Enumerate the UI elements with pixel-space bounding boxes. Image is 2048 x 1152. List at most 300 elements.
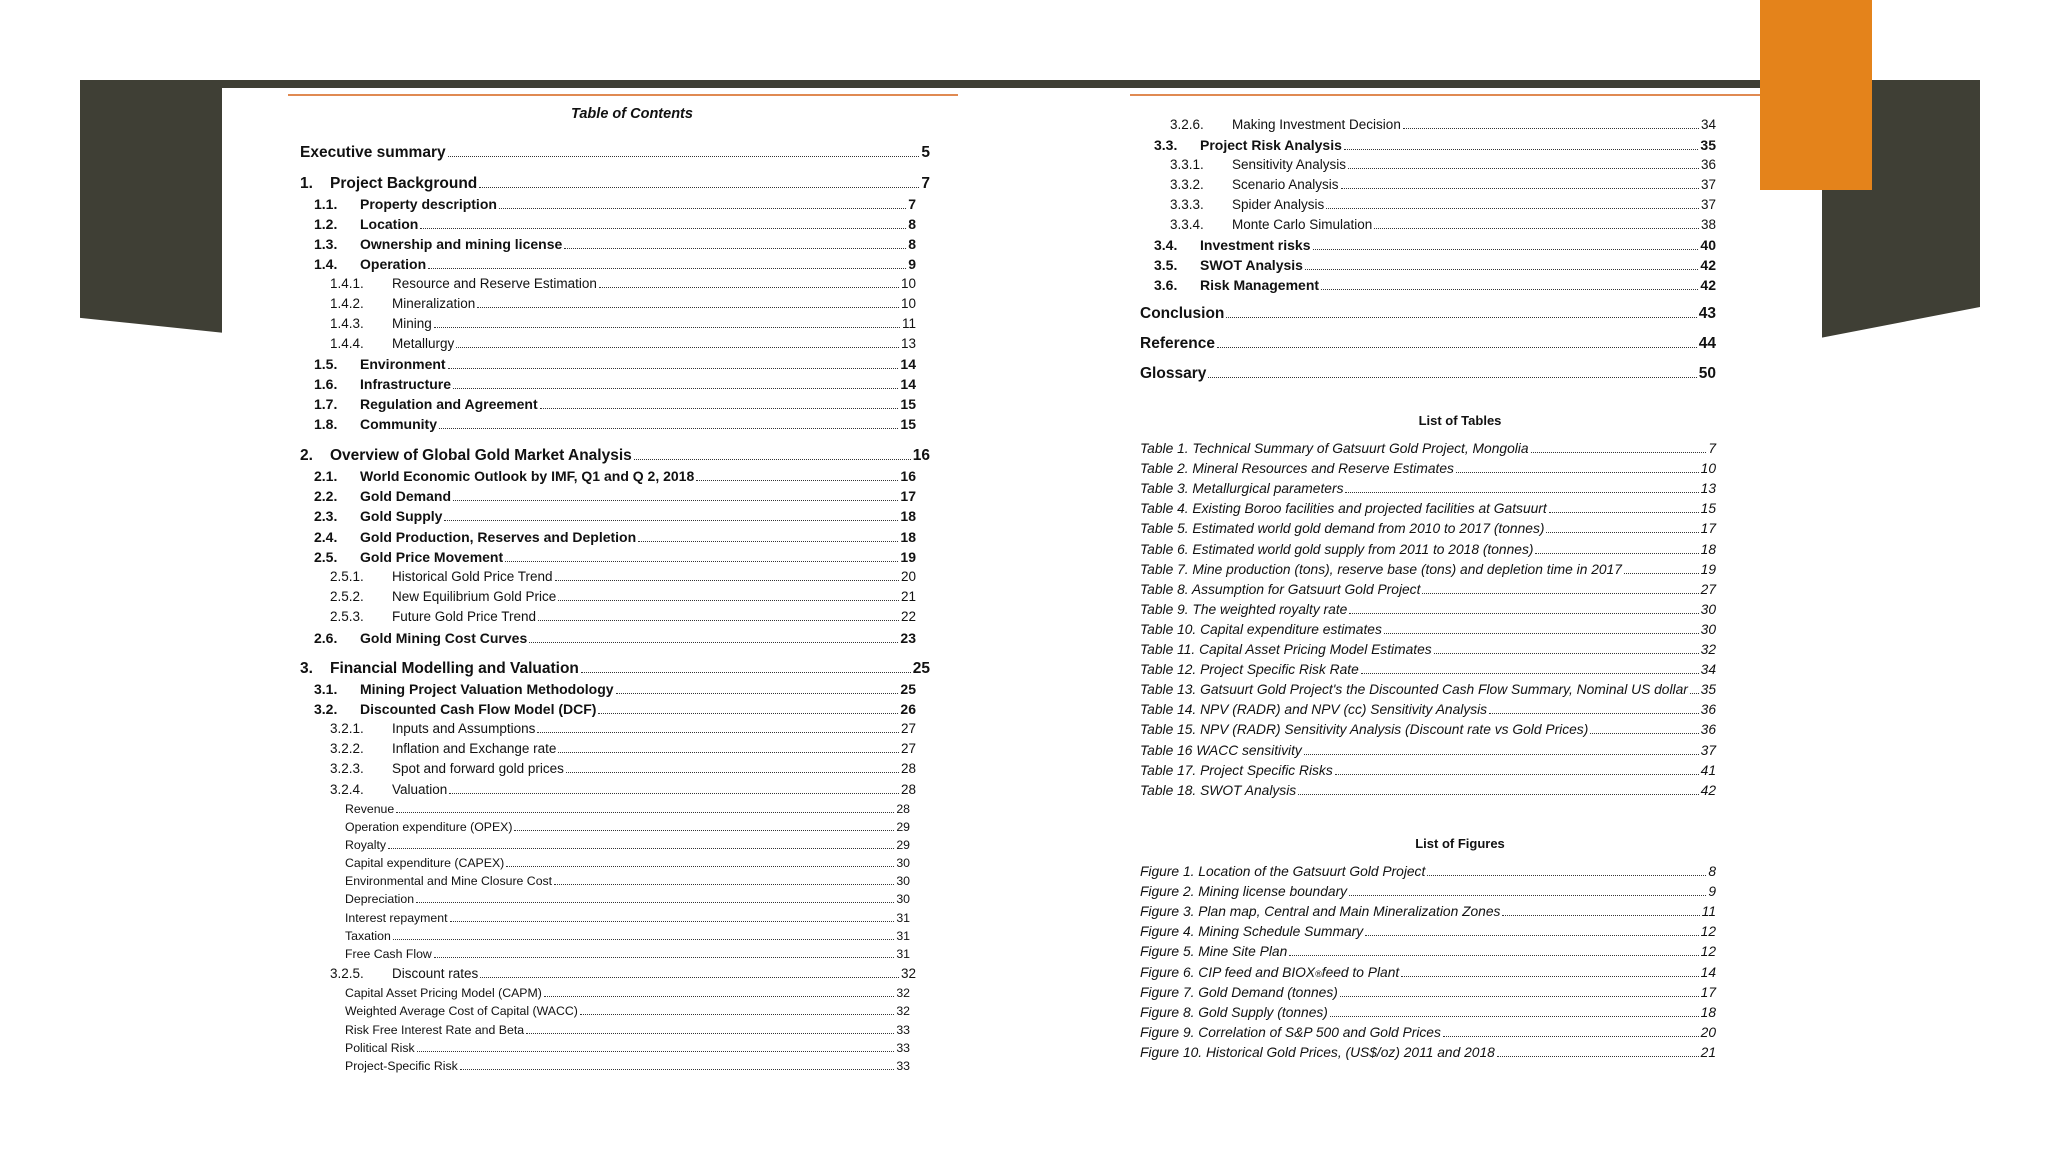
entry-page-number: 7 <box>921 175 930 192</box>
toc-entry-2-4-gold-production-reserves-and-depletion <box>314 529 916 546</box>
dot-leader <box>1365 935 1698 936</box>
dot-leader <box>544 996 894 997</box>
entry-page-number: 32 <box>896 986 910 1000</box>
entry-label: Table 1. Technical Summary of Gatsuurt Gold Project, Mongolia <box>1140 441 1529 456</box>
toc-entry-1-3-ownership-and-mining-license <box>314 236 916 253</box>
toc-entry-weighted-average-cost-of-capital-wacc <box>345 1004 910 1019</box>
entry-number: 2. <box>300 447 313 464</box>
toc-entry-2-1-world-economic-outlook-by-imf-q1-and-q-2-2018 <box>314 468 916 485</box>
entry-page-number: 9 <box>1708 884 1716 900</box>
toc-entry-political-risk <box>345 1041 910 1056</box>
entry-label: Gold Price Movement <box>360 549 504 565</box>
entry-page-number: 31 <box>896 947 910 961</box>
toc-entry-3-2-2-inflation-and-exchange-rate <box>330 741 916 757</box>
list-of-figures-title: List of Figures <box>1415 836 1505 851</box>
list-of-figures-entry <box>1140 1045 1716 1061</box>
toc-entry-2-5-gold-price-movement <box>314 549 916 566</box>
entry-page-number: 44 <box>1698 335 1716 352</box>
list-of-figures <box>1140 88 1780 1088</box>
dot-leader <box>1502 915 1699 916</box>
entry-page-number: 18 <box>900 529 916 545</box>
list-of-figures-entry <box>1140 904 1716 920</box>
entry-number: 2.2. <box>314 488 338 504</box>
entry-label: Capital expenditure (CAPEX) <box>345 856 505 870</box>
dot-leader <box>393 939 895 940</box>
entry-label: Mining Project Valuation Methodology <box>360 681 614 697</box>
entry-page-number: 29 <box>896 820 910 834</box>
dot-leader <box>1340 996 1699 997</box>
entry-page-number: 14 <box>900 376 916 392</box>
entry-page-number: 19 <box>900 549 916 565</box>
dot-leader <box>558 600 899 601</box>
entry-label: World Economic Outlook by IMF, Q1 and Q 2, 2018 <box>360 468 695 484</box>
dot-leader <box>420 228 906 229</box>
entry-label: Table 9. The weighted royalty rate <box>1140 601 1348 617</box>
entry-superscript: ® <box>1315 968 1322 979</box>
dot-leader <box>538 620 899 621</box>
list-of-tables-title: List of Tables <box>1418 413 1502 428</box>
entry-label: Free Cash Flow <box>345 947 432 961</box>
dot-leader <box>537 732 899 733</box>
list-of-figures-entry <box>1140 1025 1716 1041</box>
entry-page-number: 30 <box>1700 601 1716 617</box>
entry-label: Table 3. Metallurgical parameters <box>1140 481 1344 497</box>
dot-leader <box>564 248 906 249</box>
entry-page-number: 37 <box>1700 177 1716 192</box>
dot-leader <box>1289 955 1698 956</box>
dot-leader <box>479 187 919 188</box>
dot-leader <box>581 672 911 673</box>
entry-label: Future Gold Price Trend <box>392 609 537 624</box>
entry-page-number: 42 <box>1700 277 1716 293</box>
entry-number: 3.2.4. <box>330 782 364 797</box>
toc-entry-environmental-and-mine-closure-cost <box>345 874 910 889</box>
entry-page-number: 27 <box>900 741 916 756</box>
list-of-figures-entry <box>1140 864 1716 880</box>
entry-page-number: 43 <box>1698 305 1716 322</box>
entry-label: Table 15. NPV (RADR) Sensitivity Analysis (Discount rate vs Gold Prices) <box>1140 722 1589 738</box>
dot-leader <box>529 642 898 643</box>
entry-number: 2.5.3. <box>330 609 364 624</box>
entry-page-number: 22 <box>900 609 916 624</box>
entry-label: Gold Mining Cost Curves <box>360 630 528 646</box>
dot-leader <box>696 480 898 481</box>
entry-label: Mining <box>392 316 432 331</box>
entry-page-number: 7 <box>1708 441 1716 456</box>
toc-entry-free-cash-flow <box>345 947 910 962</box>
entry-number: 1.2. <box>314 216 338 232</box>
entry-page-number: 20 <box>1700 1024 1716 1040</box>
entry-number: 1.3. <box>314 236 338 252</box>
dot-leader <box>1497 1056 1699 1057</box>
entry-page-number: 42 <box>1700 782 1716 798</box>
entry-number: 2.1. <box>314 468 338 484</box>
entry-number: 3.3.4. <box>1170 217 1204 232</box>
entry-label: Location <box>360 216 419 232</box>
entry-label: Ownership and mining license <box>360 236 563 252</box>
entry-page-number: 12 <box>1700 924 1716 940</box>
entry-page-number: 10 <box>1700 461 1716 477</box>
dot-leader <box>1349 895 1706 896</box>
entry-label: Table 2. Mineral Resources and Reserve Estimates <box>1140 461 1454 477</box>
toc-entry-3-1-mining-project-valuation-methodology <box>314 681 916 698</box>
toc-entry-risk-free-interest-rate-and-beta <box>345 1023 910 1038</box>
dot-leader <box>434 327 900 328</box>
entry-page-number: 11 <box>1701 904 1716 920</box>
entry-label: Interest repayment <box>345 911 448 925</box>
toc-entry-taxation <box>345 929 910 944</box>
list-of-figures-entry <box>1140 944 1716 960</box>
dot-leader <box>526 1033 894 1034</box>
dot-leader <box>477 307 899 308</box>
entry-label: Spot and forward gold prices <box>392 761 564 776</box>
entry-label: Valuation <box>392 782 448 797</box>
entry-label: Mineralization <box>392 296 476 311</box>
entry-label: Table 13. Gatsuurt Gold Project's the Discounted Cash Flow Summary, Nominal US dollar <box>1140 682 1688 698</box>
entry-page-number: 19 <box>1700 561 1716 577</box>
entry-page-number: 33 <box>896 1023 910 1037</box>
entry-page-number: 20 <box>900 569 916 584</box>
entry-label: Glossary <box>1140 365 1207 382</box>
entry-label: Making Investment Decision <box>1232 117 1401 132</box>
entry-page-number: 35 <box>1700 137 1716 153</box>
entry-label: Sensitivity Analysis <box>1232 157 1347 172</box>
toc-entry-2-overview-of-global-gold-market-analysis <box>300 447 930 465</box>
entry-label: Weighted Average Cost of Capital (WACC) <box>345 1004 578 1018</box>
entry-label: Historical Gold Price Trend <box>392 569 553 584</box>
entry-number: 3.2. <box>314 701 338 717</box>
list-of-figures-entry <box>1140 924 1716 940</box>
entry-page-number: 8 <box>1708 864 1716 879</box>
entry-label: Figure 3. Plan map, Central and Main Mineralization Zones <box>1140 904 1501 920</box>
entry-page-number: 15 <box>900 416 916 432</box>
entry-label: Discounted Cash Flow Model (DCF) <box>360 701 597 717</box>
entry-page-number: 36 <box>1700 702 1716 718</box>
entry-number: 3. <box>300 660 313 677</box>
dot-leader <box>448 156 920 157</box>
entry-label: Discount rates <box>392 966 479 981</box>
entry-number: 1.4.2. <box>330 296 364 311</box>
entry-label: Inflation and Exchange rate <box>392 741 557 756</box>
toc-entry-project-specific-risk <box>345 1059 910 1074</box>
entry-page-number: 28 <box>896 802 910 816</box>
toc-title: Table of Contents <box>571 106 693 122</box>
entry-page-number: 12 <box>1700 944 1716 960</box>
entry-page-number: 32 <box>1700 642 1716 657</box>
entry-page-number: 11 <box>901 316 916 331</box>
entry-page-number: 15 <box>900 396 916 412</box>
entry-label: Table 7. Mine production (tons), reserve base (tons) and depletion time in 2017 <box>1140 561 1622 577</box>
entry-label: Inputs and Assumptions <box>392 721 536 736</box>
entry-number: 3.2.6. <box>1170 117 1204 132</box>
entry-label: Project-Specific Risk <box>345 1059 458 1073</box>
entry-label: Infrastructure <box>360 376 452 392</box>
toc-entry-3-2-5-discount-rates <box>330 966 916 982</box>
entry-page-number: 16 <box>900 468 916 484</box>
entry-label: Table 4. Existing Boroo facilities and projected facilities at Gatsuurt <box>1140 501 1547 517</box>
entry-page-number: 13 <box>900 336 916 351</box>
dot-leader <box>453 500 898 501</box>
dot-leader <box>634 459 911 460</box>
entry-label: Table 6. Estimated world gold supply from 2011 to 2018 (tonnes) <box>1140 541 1534 557</box>
entry-page-number: 26 <box>900 701 916 717</box>
list-of-figures-entry <box>1140 1005 1716 1021</box>
entry-page-number: 7 <box>908 196 916 212</box>
slide-left-wing <box>80 80 225 333</box>
toc-entry-1-2-location <box>314 216 916 233</box>
entry-number: 3.2.5. <box>330 966 364 981</box>
dot-leader <box>599 287 899 288</box>
entry-page-number: 27 <box>1700 581 1716 597</box>
entry-label: Figure 10. Historical Gold Prices, (US$/oz) 2011 and 2018 <box>1140 1044 1495 1060</box>
toc-entry-operation-expenditure-opex <box>345 820 910 835</box>
entry-number: 3.3.3. <box>1170 197 1204 212</box>
entry-number: 1.1. <box>314 196 338 212</box>
entry-label: SWOT Analysis <box>1200 257 1303 273</box>
entry-page-number: 13 <box>1700 481 1716 497</box>
toc-entry-3-financial-modelling-and-valuation <box>300 660 930 678</box>
entry-page-number: 30 <box>1700 621 1716 637</box>
dot-leader <box>506 866 894 867</box>
entry-page-number: 41 <box>1700 762 1716 778</box>
toc-entry-1-1-property-description <box>314 196 916 213</box>
entry-number: 3.3.1. <box>1170 157 1204 172</box>
dot-leader <box>505 561 898 562</box>
entry-label: Table 14. NPV (RADR) and NPV (cc) Sensitivity Analysis <box>1140 702 1488 718</box>
entry-label: Operation expenditure (OPEX) <box>345 820 513 834</box>
entry-label: Depreciation <box>345 892 415 906</box>
dot-leader <box>514 830 894 831</box>
slide-accent-block <box>1760 0 1872 190</box>
entry-label: Metallurgy <box>392 336 455 351</box>
entry-page-number: 18 <box>1700 541 1716 557</box>
list-of-figures-entry <box>1140 985 1716 1001</box>
entry-page-number: 36 <box>1700 722 1716 738</box>
toc-entry-3-2-4-valuation <box>330 782 916 798</box>
entry-label: Monte Carlo Simulation <box>1232 217 1373 232</box>
entry-number: 1.4. <box>314 256 338 272</box>
entry-page-number: 14 <box>1700 964 1716 980</box>
entry-label-continued: feed to Plant <box>1321 964 1400 980</box>
entry-page-number: 8 <box>908 236 916 252</box>
entry-label: Figure 6. CIP feed and BIOX <box>1140 964 1316 980</box>
entry-page-number: 30 <box>896 892 910 906</box>
toc-entry-1-4-4-metallurgy <box>330 336 916 352</box>
entry-page-number: 35 <box>1700 682 1716 698</box>
entry-page-number: 25 <box>900 681 916 697</box>
dot-leader <box>566 772 899 773</box>
entry-label: Gold Demand <box>360 488 452 504</box>
dot-leader <box>555 580 899 581</box>
entry-number: 3.2.3. <box>330 761 364 776</box>
entry-page-number: 9 <box>908 256 916 272</box>
entry-page-number: 36 <box>1700 157 1716 172</box>
entry-label: Table 18. SWOT Analysis <box>1140 782 1297 798</box>
entry-label: Figure 2. Mining license boundary <box>1140 884 1348 900</box>
entry-number: 3.3.2. <box>1170 177 1204 192</box>
dot-leader <box>388 848 894 849</box>
toc-entry-1-4-1-resource-and-reserve-estimation <box>330 276 916 292</box>
entry-label: Investment risks <box>1200 237 1311 253</box>
entry-number: 1.7. <box>314 396 338 412</box>
entry-label: Figure 1. Location of the Gatsuurt Gold Project <box>1140 864 1426 879</box>
entry-page-number: 33 <box>896 1059 910 1073</box>
dot-leader <box>428 268 906 269</box>
entry-page-number: 33 <box>896 1041 910 1055</box>
dot-leader <box>416 902 894 903</box>
entry-label: Spider Analysis <box>1232 197 1325 212</box>
dot-leader <box>598 713 898 714</box>
dot-leader <box>460 1069 895 1070</box>
entry-number: 3.5. <box>1154 257 1178 273</box>
dot-leader <box>450 921 895 922</box>
entry-page-number: 18 <box>900 508 916 524</box>
entry-label: Financial Modelling and Valuation <box>330 660 579 677</box>
dot-leader <box>449 793 899 794</box>
entry-label: Table 8. Assumption for Gatsuurt Gold Project <box>1140 581 1421 597</box>
entry-page-number: 28 <box>900 782 916 797</box>
entry-label: Resource and Reserve Estimation <box>392 276 597 291</box>
entry-label: Figure 4. Mining Schedule Summary <box>1140 924 1364 940</box>
dot-leader <box>554 884 894 885</box>
entry-page-number: 5 <box>921 144 930 161</box>
entry-page-number: 16 <box>912 447 930 464</box>
entry-label: Property description <box>360 196 497 212</box>
entry-number: 1. <box>300 175 313 192</box>
dot-leader <box>1443 1036 1699 1037</box>
dot-leader <box>1427 875 1706 876</box>
list-of-figures-entry <box>1140 965 1716 981</box>
dot-leader <box>456 347 899 348</box>
entry-number: 3.6. <box>1154 277 1178 293</box>
entry-page-number: 23 <box>900 630 916 646</box>
entry-page-number: 18 <box>1700 1004 1716 1020</box>
entry-label: Political Risk <box>345 1041 415 1055</box>
entry-label: Risk Management <box>1200 277 1320 293</box>
entry-label: Capital Asset Pricing Model (CAPM) <box>345 986 542 1000</box>
entry-number: 1.5. <box>314 356 338 372</box>
entry-page-number: 34 <box>1700 117 1716 132</box>
entry-page-number: 27 <box>900 721 916 736</box>
entry-number: 2.5. <box>314 549 338 565</box>
entry-label: Figure 8. Gold Supply (tonnes) <box>1140 1004 1328 1020</box>
dot-leader <box>1401 976 1698 977</box>
toc-entry-1-6-infrastructure <box>314 376 916 393</box>
entry-page-number: 31 <box>896 929 910 943</box>
dot-leader <box>453 388 898 389</box>
entry-number: 2.4. <box>314 529 338 545</box>
toc-entry-2-5-2-new-equilibrium-gold-price <box>330 589 916 605</box>
toc-entry-2-6-gold-mining-cost-curves <box>314 630 916 647</box>
entry-page-number: 37 <box>1700 742 1716 758</box>
dot-leader <box>638 541 898 542</box>
entry-page-number: 40 <box>1700 237 1716 253</box>
toc-entry-royalty <box>345 838 910 853</box>
entry-page-number: 34 <box>1700 662 1716 678</box>
entry-label: Overview of Global Gold Market Analysis <box>330 447 632 464</box>
dot-leader <box>558 752 899 753</box>
entry-page-number: 28 <box>900 761 916 776</box>
dot-leader <box>1330 1016 1699 1017</box>
entry-label: Regulation and Agreement <box>360 396 538 412</box>
dot-leader <box>434 957 895 958</box>
document-page <box>222 88 1822 1088</box>
entry-page-number: 37 <box>1700 197 1716 212</box>
entry-page-number: 17 <box>900 488 916 504</box>
toc-entry-2-5-1-historical-gold-price-trend <box>330 569 916 585</box>
toc-entry-capital-expenditure-capex <box>345 856 910 871</box>
entry-page-number: 10 <box>900 296 916 311</box>
entry-number: 1.4.3. <box>330 316 364 331</box>
entry-label: Gold Supply <box>360 508 443 524</box>
dot-leader <box>444 520 898 521</box>
toc-entry-1-4-2-mineralization <box>330 296 916 312</box>
toc-entry-2-5-3-future-gold-price-trend <box>330 609 916 625</box>
entry-page-number: 50 <box>1698 365 1716 382</box>
entry-page-number: 30 <box>896 874 910 888</box>
entry-number: 3.3. <box>1154 137 1178 153</box>
toc-entry-1-4-3-mining <box>330 316 916 332</box>
entry-label: Executive summary <box>300 144 446 161</box>
entry-label: Taxation <box>345 929 391 943</box>
entry-number: 2.5.1. <box>330 569 364 584</box>
dot-leader <box>580 1014 894 1015</box>
entry-label: Table 12. Project Specific Risk Rate <box>1140 662 1359 678</box>
entry-label: Figure 9. Correlation of S&P 500 and Gold Prices <box>1140 1024 1441 1040</box>
toc-entry-2-2-gold-demand <box>314 488 916 505</box>
entry-page-number: 14 <box>900 356 916 372</box>
entry-number: 3.2.1. <box>330 721 364 736</box>
entry-number: 2.6. <box>314 630 338 646</box>
entry-label: Table 10. Capital expenditure estimates <box>1140 621 1382 637</box>
entry-page-number: 30 <box>896 856 910 870</box>
dot-leader <box>616 693 899 694</box>
toc-entry-depreciation <box>345 892 910 907</box>
entry-label: Reference <box>1140 335 1215 352</box>
entry-number: 1.6. <box>314 376 338 392</box>
entry-page-number: 32 <box>900 966 916 981</box>
entry-page-number: 25 <box>912 660 930 677</box>
entry-number: 1.4.1. <box>330 276 364 291</box>
entry-number: 3.2.2. <box>330 741 364 756</box>
dot-leader <box>396 812 894 813</box>
entry-label: New Equilibrium Gold Price <box>392 589 557 604</box>
toc-entry-3-2-3-spot-and-forward-gold-prices <box>330 761 916 777</box>
toc-entry-1-5-environment <box>314 356 916 373</box>
entry-page-number: 21 <box>900 589 916 604</box>
entry-label: Environment <box>360 356 446 372</box>
entry-page-number: 38 <box>1700 217 1716 232</box>
entry-label: Project Risk Analysis <box>1200 137 1342 153</box>
entry-label: Environmental and Mine Closure Cost <box>345 874 553 888</box>
entry-number: 3.1. <box>314 681 338 697</box>
entry-number: 1.4.4. <box>330 336 364 351</box>
entry-page-number: 17 <box>1700 521 1716 537</box>
entry-page-number: 21 <box>1700 1044 1716 1060</box>
toc-entry-1-project-background <box>300 175 930 193</box>
entry-number: 2.3. <box>314 508 338 524</box>
dot-leader <box>439 428 898 429</box>
entry-label: Community <box>360 416 437 432</box>
dot-leader <box>448 368 899 369</box>
entry-label: Revenue <box>345 802 395 816</box>
toc-entry-3-2-1-inputs-and-assumptions <box>330 721 916 737</box>
entry-page-number: 17 <box>1700 984 1716 1000</box>
entry-label: Table 11. Capital Asset Pricing Model Estimates <box>1140 642 1432 657</box>
entry-page-number: 10 <box>900 276 916 291</box>
dot-leader <box>499 208 906 209</box>
toc-entry-interest-repayment <box>345 911 910 926</box>
